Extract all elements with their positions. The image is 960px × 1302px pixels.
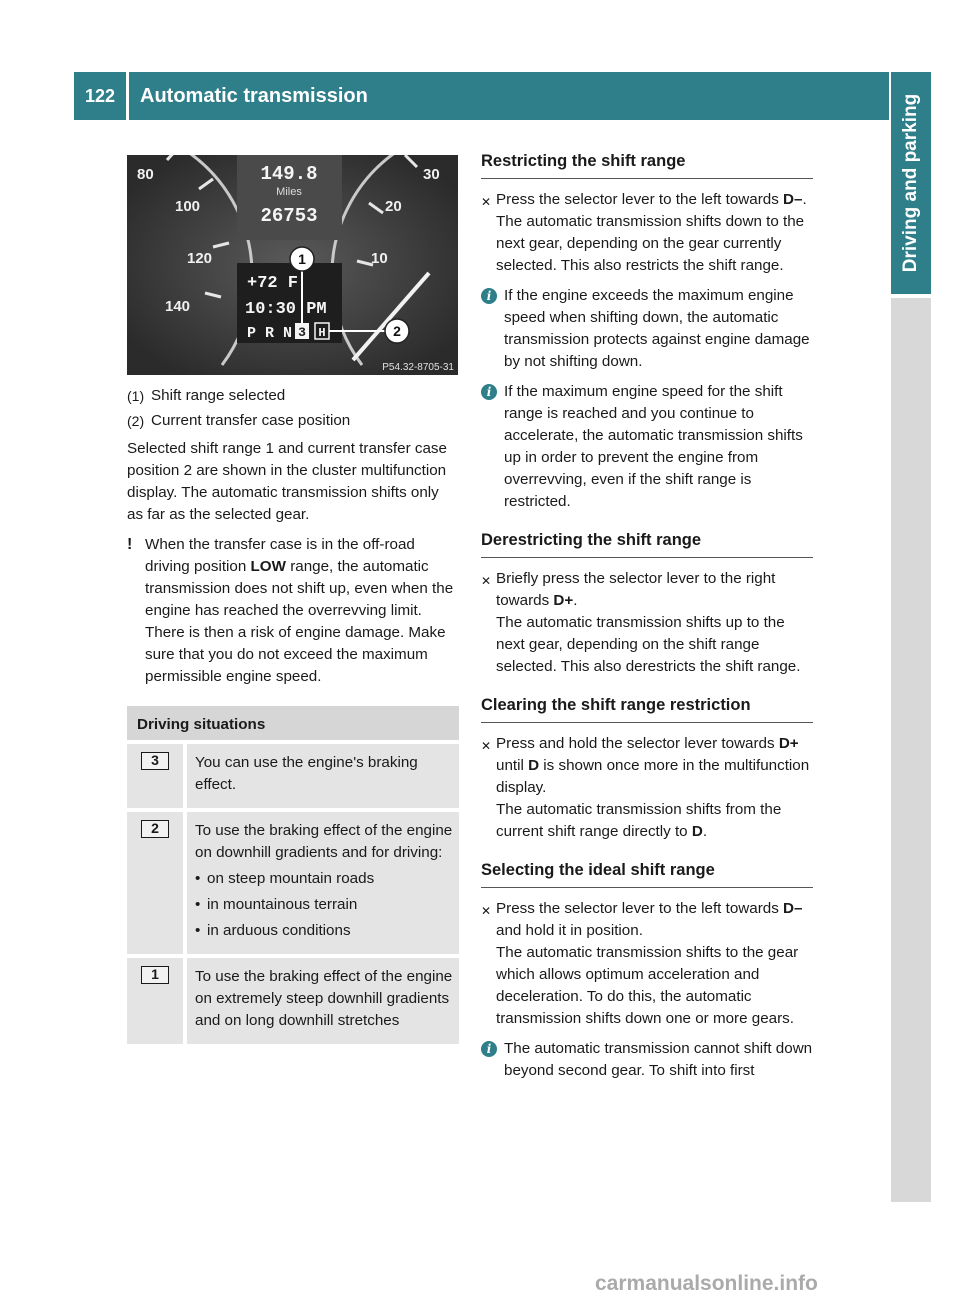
section-title-ideal: Selecting the ideal shift range xyxy=(481,859,813,888)
left-column xyxy=(127,385,459,1044)
callout-1-label: 1 xyxy=(298,251,306,267)
section-title-clear: Clearing the shift range restriction xyxy=(481,694,813,723)
list-item: • in mountainous terrain xyxy=(195,896,358,913)
selected-gear: 3 xyxy=(298,325,306,340)
page-number: 122 xyxy=(84,85,116,106)
intro-paragraph: Selected shift range 1 and current transfer case position 2 are shown in the cluster multifunction display. The automatic transmission shifts only as far as the selected gear. xyxy=(127,440,447,523)
legend-text: Current transfer case position xyxy=(151,412,351,429)
gear-readout: P R N xyxy=(247,325,293,342)
speed-mark-80: 80 xyxy=(137,166,154,183)
instrument-cluster-figure xyxy=(127,155,458,375)
gear-key-3: 3 xyxy=(141,752,169,770)
transfer-case: H xyxy=(318,326,326,340)
step: ✕ Press the selector lever to the left towards D–. The automatic transmission shifts down to the next gear, depending on the gear currently selected. This also restricts the shift range. xyxy=(481,189,813,277)
section-sidebar xyxy=(891,72,931,1202)
step: ✕ Press the selector lever to the left towards D– and hold it in position. The automatic transmission shifts to the gear which allows optimum acceleration and deceleration. To do this, the automatic transmission shifts down one or more gears. xyxy=(481,898,813,1030)
step-result: The automatic transmission shifts up to the next gear, depending on the shift range selected. This also derestricts the shift range. xyxy=(496,614,801,675)
list-item: • in arduous conditions xyxy=(195,922,351,939)
warning-icon: ! xyxy=(127,536,133,553)
cluster-illustration xyxy=(127,155,458,375)
sidebar-filler xyxy=(891,298,931,1202)
section-label: Driving and parking xyxy=(900,93,922,273)
temperature-readout: +72 F xyxy=(247,274,299,293)
step-arrow-icon: ✕ xyxy=(481,195,492,209)
odometer-value: 26753 xyxy=(260,205,318,227)
step: ✕ Briefly press the selector lever to the right towards D+. The automatic transmission shifts up to the next gear, depending on the shift range selected. This also derestricts the shift range. xyxy=(481,568,813,678)
gear-key-2: 2 xyxy=(141,820,169,838)
table-heading: Driving situations xyxy=(127,706,459,740)
step-arrow-icon: ✕ xyxy=(481,904,492,918)
right-column xyxy=(481,150,813,1082)
info-note: i The automatic transmission cannot shift down beyond second gear. To shift into first xyxy=(481,1038,813,1082)
info-note: i If the engine exceeds the maximum engine speed when shifting down, the automatic transmission protects against engine damage by not shifting down. xyxy=(481,285,813,373)
rpm-mark-30: 30 xyxy=(423,166,440,183)
warning-text: When the transfer case is in the off-road driving position LOW range, the automatic transmission does not shift up, even when the engine has reached the overrevving limit. There is then a risk of engine damage. Make sure that you do not exceed the maximum permissible engine speed. xyxy=(145,536,454,685)
step-arrow-icon: ✕ xyxy=(481,739,492,753)
info-icon: i xyxy=(481,288,497,304)
step-result: The automatic transmission shifts down to the next gear, depending on the gear currently selected. This also restricts the shift range. xyxy=(496,213,805,274)
legend-item xyxy=(127,385,459,407)
page-header xyxy=(74,72,889,120)
warning-bold: LOW xyxy=(250,558,286,575)
table-row xyxy=(127,740,459,808)
page-title: Automatic transmission xyxy=(140,84,368,107)
step-result: The automatic transmission shifts to the gear which allows optimum acceleration and deceleration. To do this, the automatic transmission shifts down one or more gears. xyxy=(496,944,799,1027)
watermark: carmanualsonline.info xyxy=(595,1272,818,1295)
table-cell: To use the braking effect of the engine on downhill gradients and for driving: • on steep mountain roads • in mountainous terrain • in arduous conditions xyxy=(183,812,459,954)
table-cell: You can use the engine's braking effect. xyxy=(183,744,459,808)
figure-code: P54.32-8705-31 xyxy=(382,362,454,373)
clock-readout: 10:30 PM xyxy=(245,300,327,319)
section-title-derestrict: Derestricting the shift range xyxy=(481,529,813,558)
trip-value: 149.8 xyxy=(260,163,318,185)
table-cell: To use the braking effect of the engine on extremely steep downhill gradients and on long downhill stretches xyxy=(183,958,459,1044)
warning-note xyxy=(127,534,459,688)
rpm-mark-20: 20 xyxy=(385,198,402,215)
trip-unit: Miles xyxy=(276,186,302,198)
section-tab xyxy=(891,72,931,294)
legend-number: (2) xyxy=(127,413,145,429)
section-title-restrict: Restricting the shift range xyxy=(481,150,813,179)
gear-key-1: 1 xyxy=(141,966,169,984)
table-row xyxy=(127,808,459,954)
speed-mark-120: 120 xyxy=(187,250,213,267)
driving-situations-table xyxy=(127,706,459,1044)
list-item: • on steep mountain roads xyxy=(195,870,375,887)
table-row xyxy=(127,954,459,1044)
step-result: The automatic transmission shifts from the current shift range directly to D. xyxy=(496,801,782,840)
step: ✕ Press and hold the selector lever towards D+ until D is shown once more in the multifunction display. The automatic transmission shifts from the current shift range directly to D. xyxy=(481,733,813,843)
legend-item xyxy=(127,410,459,432)
legend-text: Shift range selected xyxy=(151,387,286,404)
callout-2-label: 2 xyxy=(393,323,401,339)
step-arrow-icon: ✕ xyxy=(481,574,492,588)
info-icon: i xyxy=(481,384,497,400)
rpm-mark-10: 10 xyxy=(371,250,388,267)
speed-mark-140: 140 xyxy=(165,298,191,315)
speed-mark-100: 100 xyxy=(175,198,201,215)
info-icon: i xyxy=(481,1041,497,1057)
legend-number: (1) xyxy=(127,388,145,404)
info-note: i If the maximum engine speed for the shift range is reached and you continue to accelerate, the automatic transmission shifts up in order to prevent the engine from overrevving, even if the shift range is restricted. xyxy=(481,381,813,513)
